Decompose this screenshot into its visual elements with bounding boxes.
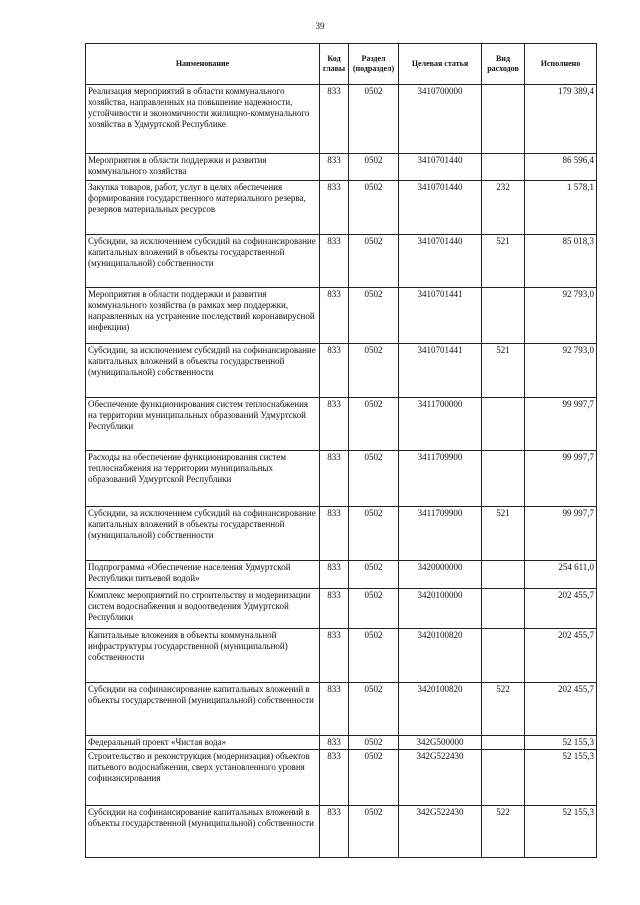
cell-section: 0502 [349, 629, 399, 683]
cell-code: 833 [320, 736, 349, 750]
cell-code: 833 [320, 750, 349, 806]
cell-type [482, 589, 525, 629]
cell-name: Расходы на обеспечение функционирования систем теплоснабжения на территории муниципальных образований Удмуртской Республики [86, 451, 320, 507]
cell-name: Закупка товаров, работ, услуг в целях обеспечения формирования государственного материального резерва, резервов материальных ресурсов [86, 181, 320, 235]
cell-target: 3410701441 [399, 288, 482, 344]
cell-type [482, 629, 525, 683]
cell-type: 232 [482, 181, 525, 235]
cell-section: 0502 [349, 154, 399, 181]
cell-target: 3410701440 [399, 181, 482, 235]
cell-target: 3411709900 [399, 507, 482, 561]
cell-code: 833 [320, 154, 349, 181]
cell-type: 521 [482, 235, 525, 288]
cell-type [482, 561, 525, 589]
cell-name: Капитальные вложения в объекты коммунальной инфраструктуры государственной (муниципальной) собственности [86, 629, 320, 683]
cell-code: 833 [320, 344, 349, 398]
table-row [86, 344, 597, 398]
cell-code: 833 [320, 181, 349, 235]
table-row [86, 683, 597, 736]
cell-name: Субсидии, за исключением субсидий на софинансирование капитальных вложений в объекты государственной (муниципальной) собственности [86, 344, 320, 398]
cell-type [482, 154, 525, 181]
page-number: 39 [315, 21, 325, 31]
cell-type: 522 [482, 806, 525, 858]
cell-target: 3420100820 [399, 683, 482, 736]
cell-target: 342G522430 [399, 806, 482, 858]
cell-executed: 52 155,3 [525, 736, 597, 750]
cell-section: 0502 [349, 181, 399, 235]
cell-executed: 92 793,0 [525, 344, 597, 398]
cell-section: 0502 [349, 398, 399, 451]
header-type: Вид расходов [482, 44, 525, 85]
table-row [86, 398, 597, 451]
cell-type: 521 [482, 344, 525, 398]
cell-section: 0502 [349, 683, 399, 736]
cell-name: Мероприятия в области поддержки и развития коммунального хозяйства [86, 154, 320, 181]
header-section: Раздел (подраздел) [349, 44, 399, 85]
cell-executed: 99 997,7 [525, 451, 597, 507]
cell-code: 833 [320, 629, 349, 683]
cell-section: 0502 [349, 344, 399, 398]
cell-code: 833 [320, 451, 349, 507]
cell-code: 833 [320, 589, 349, 629]
cell-target: 342G522430 [399, 750, 482, 806]
cell-code: 833 [320, 507, 349, 561]
table-row [86, 589, 597, 629]
cell-section: 0502 [349, 288, 399, 344]
cell-target: 3420000000 [399, 561, 482, 589]
cell-name: Обеспечение функционирования систем теплоснабжения на территории муниципальных образований Удмуртской Республики [86, 398, 320, 451]
table-row [86, 507, 597, 561]
cell-section: 0502 [349, 451, 399, 507]
cell-executed: 254 611,0 [525, 561, 597, 589]
cell-section: 0502 [349, 736, 399, 750]
table-row [86, 154, 597, 181]
cell-name: Строительство и реконструкция (модернизация) объектов питьевого водоснабжения, сверх установленного уровня софинансирования [86, 750, 320, 806]
cell-type: 521 [482, 507, 525, 561]
cell-target: 3411709900 [399, 451, 482, 507]
cell-target: 3411700000 [399, 398, 482, 451]
cell-code: 833 [320, 288, 349, 344]
header-name: Наименование [86, 44, 320, 85]
table-row [86, 288, 597, 344]
cell-target: 3410701441 [399, 344, 482, 398]
cell-code: 833 [320, 806, 349, 858]
cell-executed: 99 997,7 [525, 507, 597, 561]
table-row [86, 629, 597, 683]
cell-executed: 92 793,0 [525, 288, 597, 344]
cell-executed: 52 155,3 [525, 750, 597, 806]
cell-code: 833 [320, 85, 349, 154]
budget-table [85, 43, 597, 858]
cell-type [482, 451, 525, 507]
cell-section: 0502 [349, 85, 399, 154]
cell-name: Реализация мероприятий в области коммунального хозяйства, направленных на повышение надежности, устойчивости и экономичности жилищно-коммунального хозяйства в Удмуртской Республике [86, 85, 320, 154]
cell-executed: 52 155,3 [525, 806, 597, 858]
cell-code: 833 [320, 235, 349, 288]
cell-executed: 85 018,3 [525, 235, 597, 288]
cell-target: 3410701440 [399, 154, 482, 181]
cell-executed: 202 455,7 [525, 629, 597, 683]
cell-code: 833 [320, 561, 349, 589]
header-target: Целевая статья [399, 44, 482, 85]
cell-section: 0502 [349, 589, 399, 629]
table-row [86, 85, 597, 154]
table-row [86, 736, 597, 750]
table-row [86, 181, 597, 235]
cell-executed: 202 455,7 [525, 683, 597, 736]
table-row [86, 561, 597, 589]
cell-target: 3420100000 [399, 589, 482, 629]
cell-section: 0502 [349, 507, 399, 561]
cell-section: 0502 [349, 235, 399, 288]
cell-target: 3410700000 [399, 85, 482, 154]
cell-type [482, 288, 525, 344]
cell-section: 0502 [349, 561, 399, 589]
table-row [86, 451, 597, 507]
cell-name: Комплекс мероприятий по строительству и модернизации систем водоснабжения и водоотведения Удмуртской Республики [86, 589, 320, 629]
cell-name: Субсидии на софинансирование капитальных вложений в объекты государственной (муниципальной) собственности [86, 683, 320, 736]
cell-target: 342G500000 [399, 736, 482, 750]
table-header-row [86, 44, 597, 85]
cell-type: 522 [482, 683, 525, 736]
cell-name: Подпрограмма «Обеспечение населения Удмуртской Республики питьевой водой» [86, 561, 320, 589]
cell-name: Федеральный проект «Чистая вода» [86, 736, 320, 750]
cell-executed: 202 455,7 [525, 589, 597, 629]
cell-executed: 86 596,4 [525, 154, 597, 181]
cell-name: Субсидии, за исключением субсидий на софинансирование капитальных вложений в объекты государственной (муниципальной) собственности [86, 507, 320, 561]
cell-name: Мероприятия в области поддержки и развития коммунального хозяйства (в рамках мер поддержки, направленных на устранение последствий коронавирусной инфекции) [86, 288, 320, 344]
cell-type [482, 85, 525, 154]
cell-section: 0502 [349, 750, 399, 806]
cell-type [482, 750, 525, 806]
table-row [86, 806, 597, 858]
cell-type [482, 398, 525, 451]
cell-executed: 99 997,7 [525, 398, 597, 451]
cell-code: 833 [320, 683, 349, 736]
cell-target: 3420100820 [399, 629, 482, 683]
cell-executed: 179 389,4 [525, 85, 597, 154]
cell-executed: 1 578,1 [525, 181, 597, 235]
table-row [86, 750, 597, 806]
cell-section: 0502 [349, 806, 399, 858]
cell-name: Субсидии на софинансирование капитальных вложений в объекты государственной (муниципальной) собственности [86, 806, 320, 858]
header-executed: Исполнено [525, 44, 597, 85]
cell-name: Субсидии, за исключением субсидий на софинансирование капитальных вложений в объекты государственной (муниципальной) собственности [86, 235, 320, 288]
cell-type [482, 736, 525, 750]
table-row [86, 235, 597, 288]
cell-code: 833 [320, 398, 349, 451]
header-code: Код главы [320, 44, 349, 85]
cell-target: 3410701440 [399, 235, 482, 288]
